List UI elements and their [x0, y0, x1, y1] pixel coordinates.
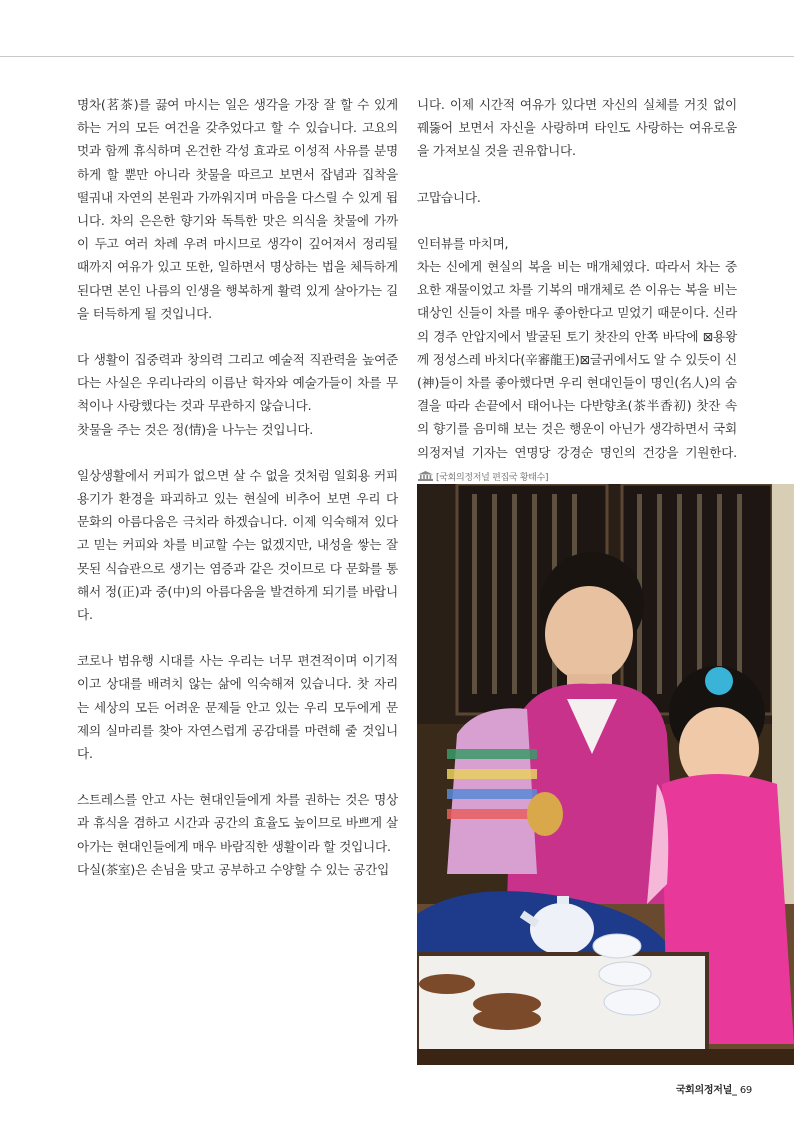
paragraph: 스트레스를 안고 사는 현대인들에게 차를 권하는 것은 명상과 휴식을 겸하고 시간과 공간의 효율도 높이므로 바쁘게 살아가는 현대인들에게 매우 바람직한 생활이라 할 것입니다. [77, 792, 398, 854]
article-left-column [77, 93, 398, 881]
header-rule [0, 56, 794, 57]
paragraph: 다실(茶室)은 손님을 맞고 공부하고 수양할 수 있는 공간입 [77, 861, 390, 877]
paragraph: 찻물을 주는 것은 정(情)을 나누는 것입니다. [77, 421, 314, 437]
paragraph-text: 차는 신에게 현실의 복을 비는 매개체였다. 따라서 차는 중요한 재물이었고 차를 기복의 매개체로 쓴 이유는 복을 비는 대상인 신들이 차를 매우 좋아한다고 믿었기 때문이다. 신라의 경주 안압지에서 발굴된 토기 찻잔의 안쪽 바닥에 ⊠용왕께 정성스레 바치다(辛審龍王)⊠글귀에서도 알 수 있듯이 신(神)들이 차를 좋아했다면 우리 현대인들이 명인(名人)의 숨결을 따라 손끝에서 태어나는 다반향초(茶半香初) 찻잔 속의 향기를 음미해 보는 것은 행운이 아닌가 생각하면서 국회의정저널 기자는 연명당 강경순 명인의 건강을 기원한다. [417, 259, 737, 460]
paragraph: 코로나 범유행 시대를 사는 우리는 너무 편견적이며 이기적이고 상대를 배려치 않는 삶에 익숙해져 있습니다. 찻 자리는 세상의 모든 어려운 문제들 안고 있는 우리 모두에게 문제의 실마리를 찾아 자연스럽게 공감대를 마련해 줄 것입니다. [77, 653, 398, 762]
interview-end-heading: 인터뷰를 마치며, [417, 235, 509, 251]
paragraph [417, 255, 737, 490]
article-right-column [417, 93, 737, 490]
paragraph: 일상생활에서 커피가 없으면 살 수 없을 것처럼 일회용 커피 용기가 환경을 파괴하고 있는 현실에 비추어 보면 우리 다 문화의 아름다움은 극치라 하겠습니다. 이제 익숙해져 있다고 믿는 커피와 차를 비교할 수는 없겠지만, 내성을 쌓는 잘못된 식습관으로 생기는 염증과 같은 것이므로 다 문화를 통해서 정(正)과 중(中)의 아름다움을 발견하게 되기를 바랍니다. [77, 467, 398, 623]
page-number: 69 [739, 1085, 752, 1096]
paragraph: 다 생활이 집중력과 창의력 그리고 예술적 직관력을 높여준다는 사실은 우리나라의 이름난 학자와 예술가들이 차를 무척이나 사랑했다는 것과 무관하지 않습니다. [77, 352, 398, 414]
children-tea-ceremony-photo [417, 484, 794, 1065]
building-icon [417, 471, 434, 481]
paragraph: 명차(茗茶)를 끓여 마시는 일은 생각을 가장 잘 할 수 있게 하는 거의 모든 여건을 갖추었다고 할 수 있습니다. 고요의 멋과 함께 휴식하며 온건한 각성 효과로 이성적 사유를 분명하게 할 뿐만 아니라 찻물을 따르고 보면서 잡념과 집착을 떨궈내 자연의 본원과 가까워지며 마음을 다스릴 수 있게 됩니다. 차의 은은한 향기와 독특한 맛은 의식을 찻물에 가까이 두고 여러 차례 우려 마시므로 생각이 깊어져서 정리될 때까지 여유가 있고 또한, 일하면서 명상하는 법을 체득하게 된다면 본인 나름의 인생을 행복하게 활력 있게 살아가는 길을 터득하게 될 것입니다. [77, 97, 398, 321]
credit-text: [국회의정저널 편집국 황태수] [436, 472, 549, 483]
closing-remark: 고맙습니다. [417, 189, 481, 205]
magazine-name: 국회의정저널_ [675, 1085, 737, 1096]
page-footer [676, 1081, 752, 1096]
photo-credit [417, 473, 548, 483]
paragraph: 니다. 이제 시간적 여유가 있다면 자신의 실체를 거짓 없이 꿰뚫어 보면서 자신을 사랑하며 타인도 사랑하는 여유로움을 가져보실 것을 권유합니다. [417, 97, 737, 159]
